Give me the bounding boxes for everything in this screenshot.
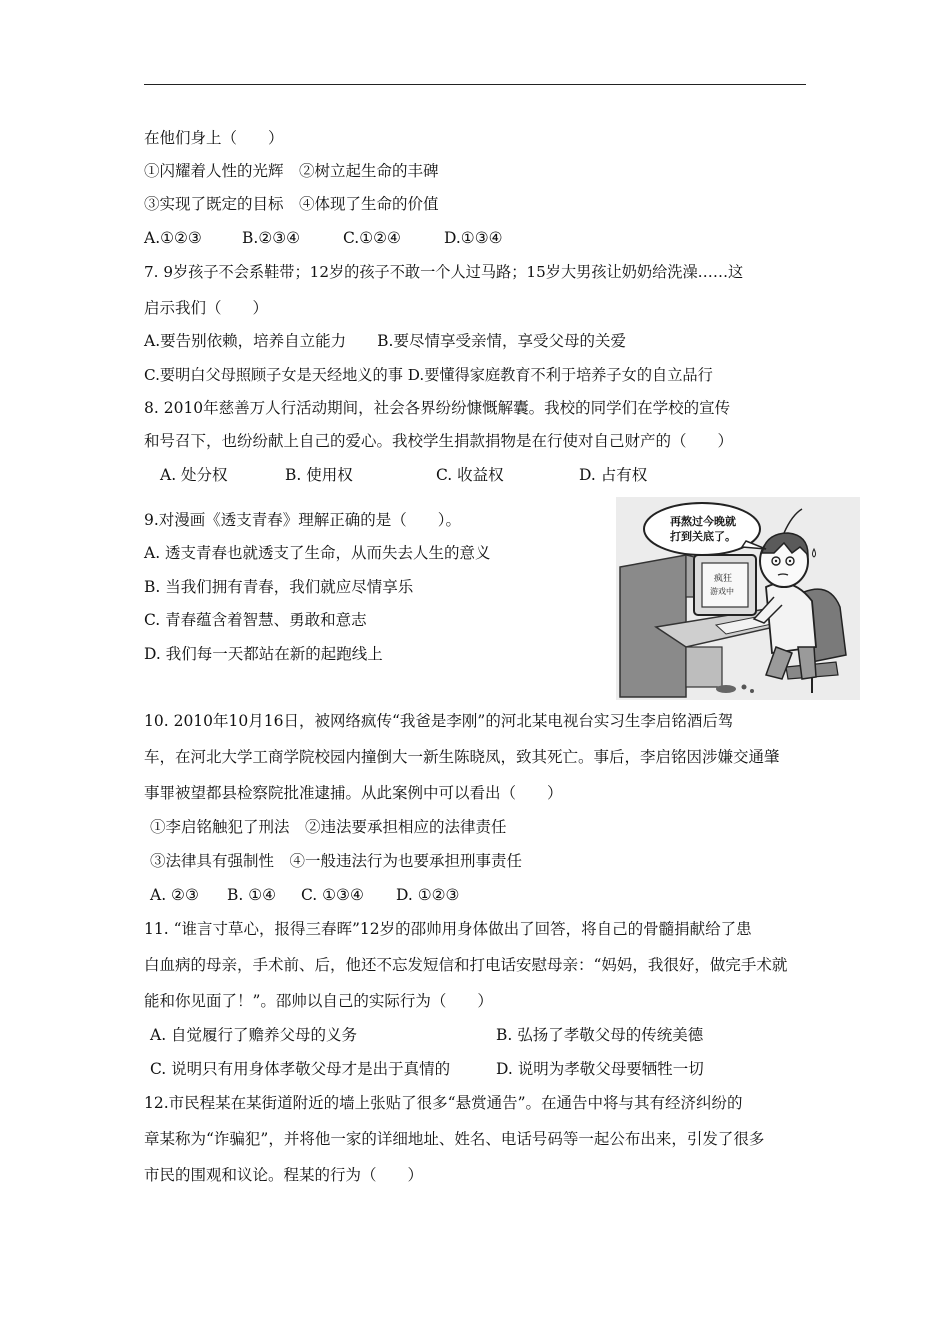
q6-item-2: ③实现了既定的目标 ④体现了生命的价值 bbox=[144, 195, 439, 213]
q6-option-a: A.①②③ bbox=[144, 229, 202, 247]
q6-item-1: ①闪耀着人性的光辉 ②树立起生命的丰碑 bbox=[144, 162, 439, 180]
q11-stem-line-3: 能和你见面了！”。邵帅以自己的实际行为（ ） bbox=[144, 992, 493, 1010]
q9-option-d: D. 我们每一天都站在新的起跑线上 bbox=[144, 645, 383, 663]
q8-option-a: A. 处分权 bbox=[160, 466, 228, 484]
q9-option-b: B. 当我们拥有青春，我们就应尽情享乐 bbox=[144, 578, 414, 596]
q7-stem-line-2: 启示我们（ ） bbox=[144, 299, 269, 317]
q7-stem-line-1: 7. 9岁孩子不会系鞋带；12岁的孩子不敢一个人过马路；15岁大男孩让奶奶给洗澡……这 bbox=[144, 263, 744, 281]
q8-option-b: B. 使用权 bbox=[285, 466, 353, 484]
q6-option-b: B.②③④ bbox=[242, 229, 301, 247]
q11-option-d: D. 说明为孝敬父母要牺牲一切 bbox=[496, 1060, 704, 1078]
q11-option-a: A. 自觉履行了赡养父母的义务 bbox=[150, 1026, 358, 1044]
q6-option-c: C.①②④ bbox=[343, 229, 401, 247]
q10-stem-line-3: 事罪被望都县检察院批准逮捕。从此案例中可以看出（ ） bbox=[144, 784, 563, 802]
q7-options-row-2: C.要明白父母照顾子女是天经地义的事 D.要懂得家庭教育不利于培养子女的自立品行 bbox=[144, 366, 713, 384]
q11-option-c: C. 说明只有用身体孝敬父母才是出于真情的 bbox=[150, 1060, 451, 1078]
q12-stem-line-2: 章某称为“诈骗犯”，并将他一家的详细地址、姓名、电话号码等一起公布出来，引发了很多 bbox=[144, 1130, 765, 1148]
q10-stem-line-1: 10. 2010年10月16日，被网络疯传“我爸是李刚”的河北某电视台实习生李启铭酒后驾 bbox=[144, 712, 734, 730]
q11-stem-line-1: 11. “谁言寸草心，报得三春晖”12岁的邵帅用身体做出了回答，将自己的骨髓捐献给了患 bbox=[144, 920, 752, 938]
q7-options-row-1: A.要告别依赖，培养自立能力 B.要尽情享受亲情，享受父母的关爱 bbox=[144, 332, 626, 350]
q9-stem: 9.对漫画《透支青春》理解正确的是（ ）。 bbox=[144, 511, 462, 529]
cartoon-illustration bbox=[616, 497, 860, 700]
q11-stem-line-2: 白血病的母亲，手术前、后，他还不忘发短信和打电话安慰母亲：“妈妈，我很好，做完手术就 bbox=[144, 956, 788, 974]
q8-option-c: C. 收益权 bbox=[436, 466, 504, 484]
screen-text-2: 游戏中 bbox=[710, 587, 734, 596]
q10-option-b: B. ①④ bbox=[227, 886, 277, 904]
q12-stem-line-3: 市民的围观和议论。程某的行为（ ） bbox=[144, 1166, 424, 1184]
speech-bubble-line-2: 打到关底了。 bbox=[670, 530, 736, 543]
q10-option-c: C. ①③④ bbox=[301, 886, 364, 904]
q8-stem-line-2: 和号召下，也纷纷献上自己的爱心。我校学生捐款捐物是在行使对自己财产的（ ） bbox=[144, 432, 734, 450]
q9-option-a: A. 透支青春也就透支了生命，从而失去人生的意义 bbox=[144, 544, 491, 562]
q10-stem-line-2: 车，在河北大学工商学院校园内撞倒大一新生陈晓凤，致其死亡。事后，李启铭因涉嫌交通肇 bbox=[144, 748, 780, 766]
speech-bubble-line-1: 再熬过今晚就 bbox=[670, 515, 736, 528]
header-rule bbox=[144, 84, 806, 85]
q8-option-d: D. 占有权 bbox=[579, 466, 648, 484]
cartoon-drawing bbox=[616, 497, 860, 700]
q10-item-1: ①李启铭触犯了刑法 ②违法要承担相应的法律责任 bbox=[150, 818, 507, 836]
q6-stem-tail: 在他们身上（ ） bbox=[144, 129, 284, 147]
q11-option-b: B. 弘扬了孝敬父母的传统美德 bbox=[496, 1026, 704, 1044]
q10-option-a: A. ②③ bbox=[150, 886, 199, 904]
q9-option-c: C. 青春蕴含着智慧、勇敢和意志 bbox=[144, 611, 367, 629]
q10-option-d: D. ①②③ bbox=[396, 886, 460, 904]
q8-stem-line-1: 8. 2010年慈善万人行活动期间，社会各界纷纷慷慨解囊。我校的同学们在学校的宣传 bbox=[144, 399, 731, 417]
screen-text-1: 疯狂 bbox=[714, 574, 733, 584]
q10-item-2: ③法律具有强制性 ④一般违法行为也要承担刑事责任 bbox=[150, 852, 523, 870]
q12-stem-line-1: 12.市民程某在某街道附近的墙上张贴了很多“悬赏通告”。在通告中将与其有经济纠纷的 bbox=[144, 1094, 743, 1112]
q6-option-d: D.①③④ bbox=[444, 229, 503, 247]
